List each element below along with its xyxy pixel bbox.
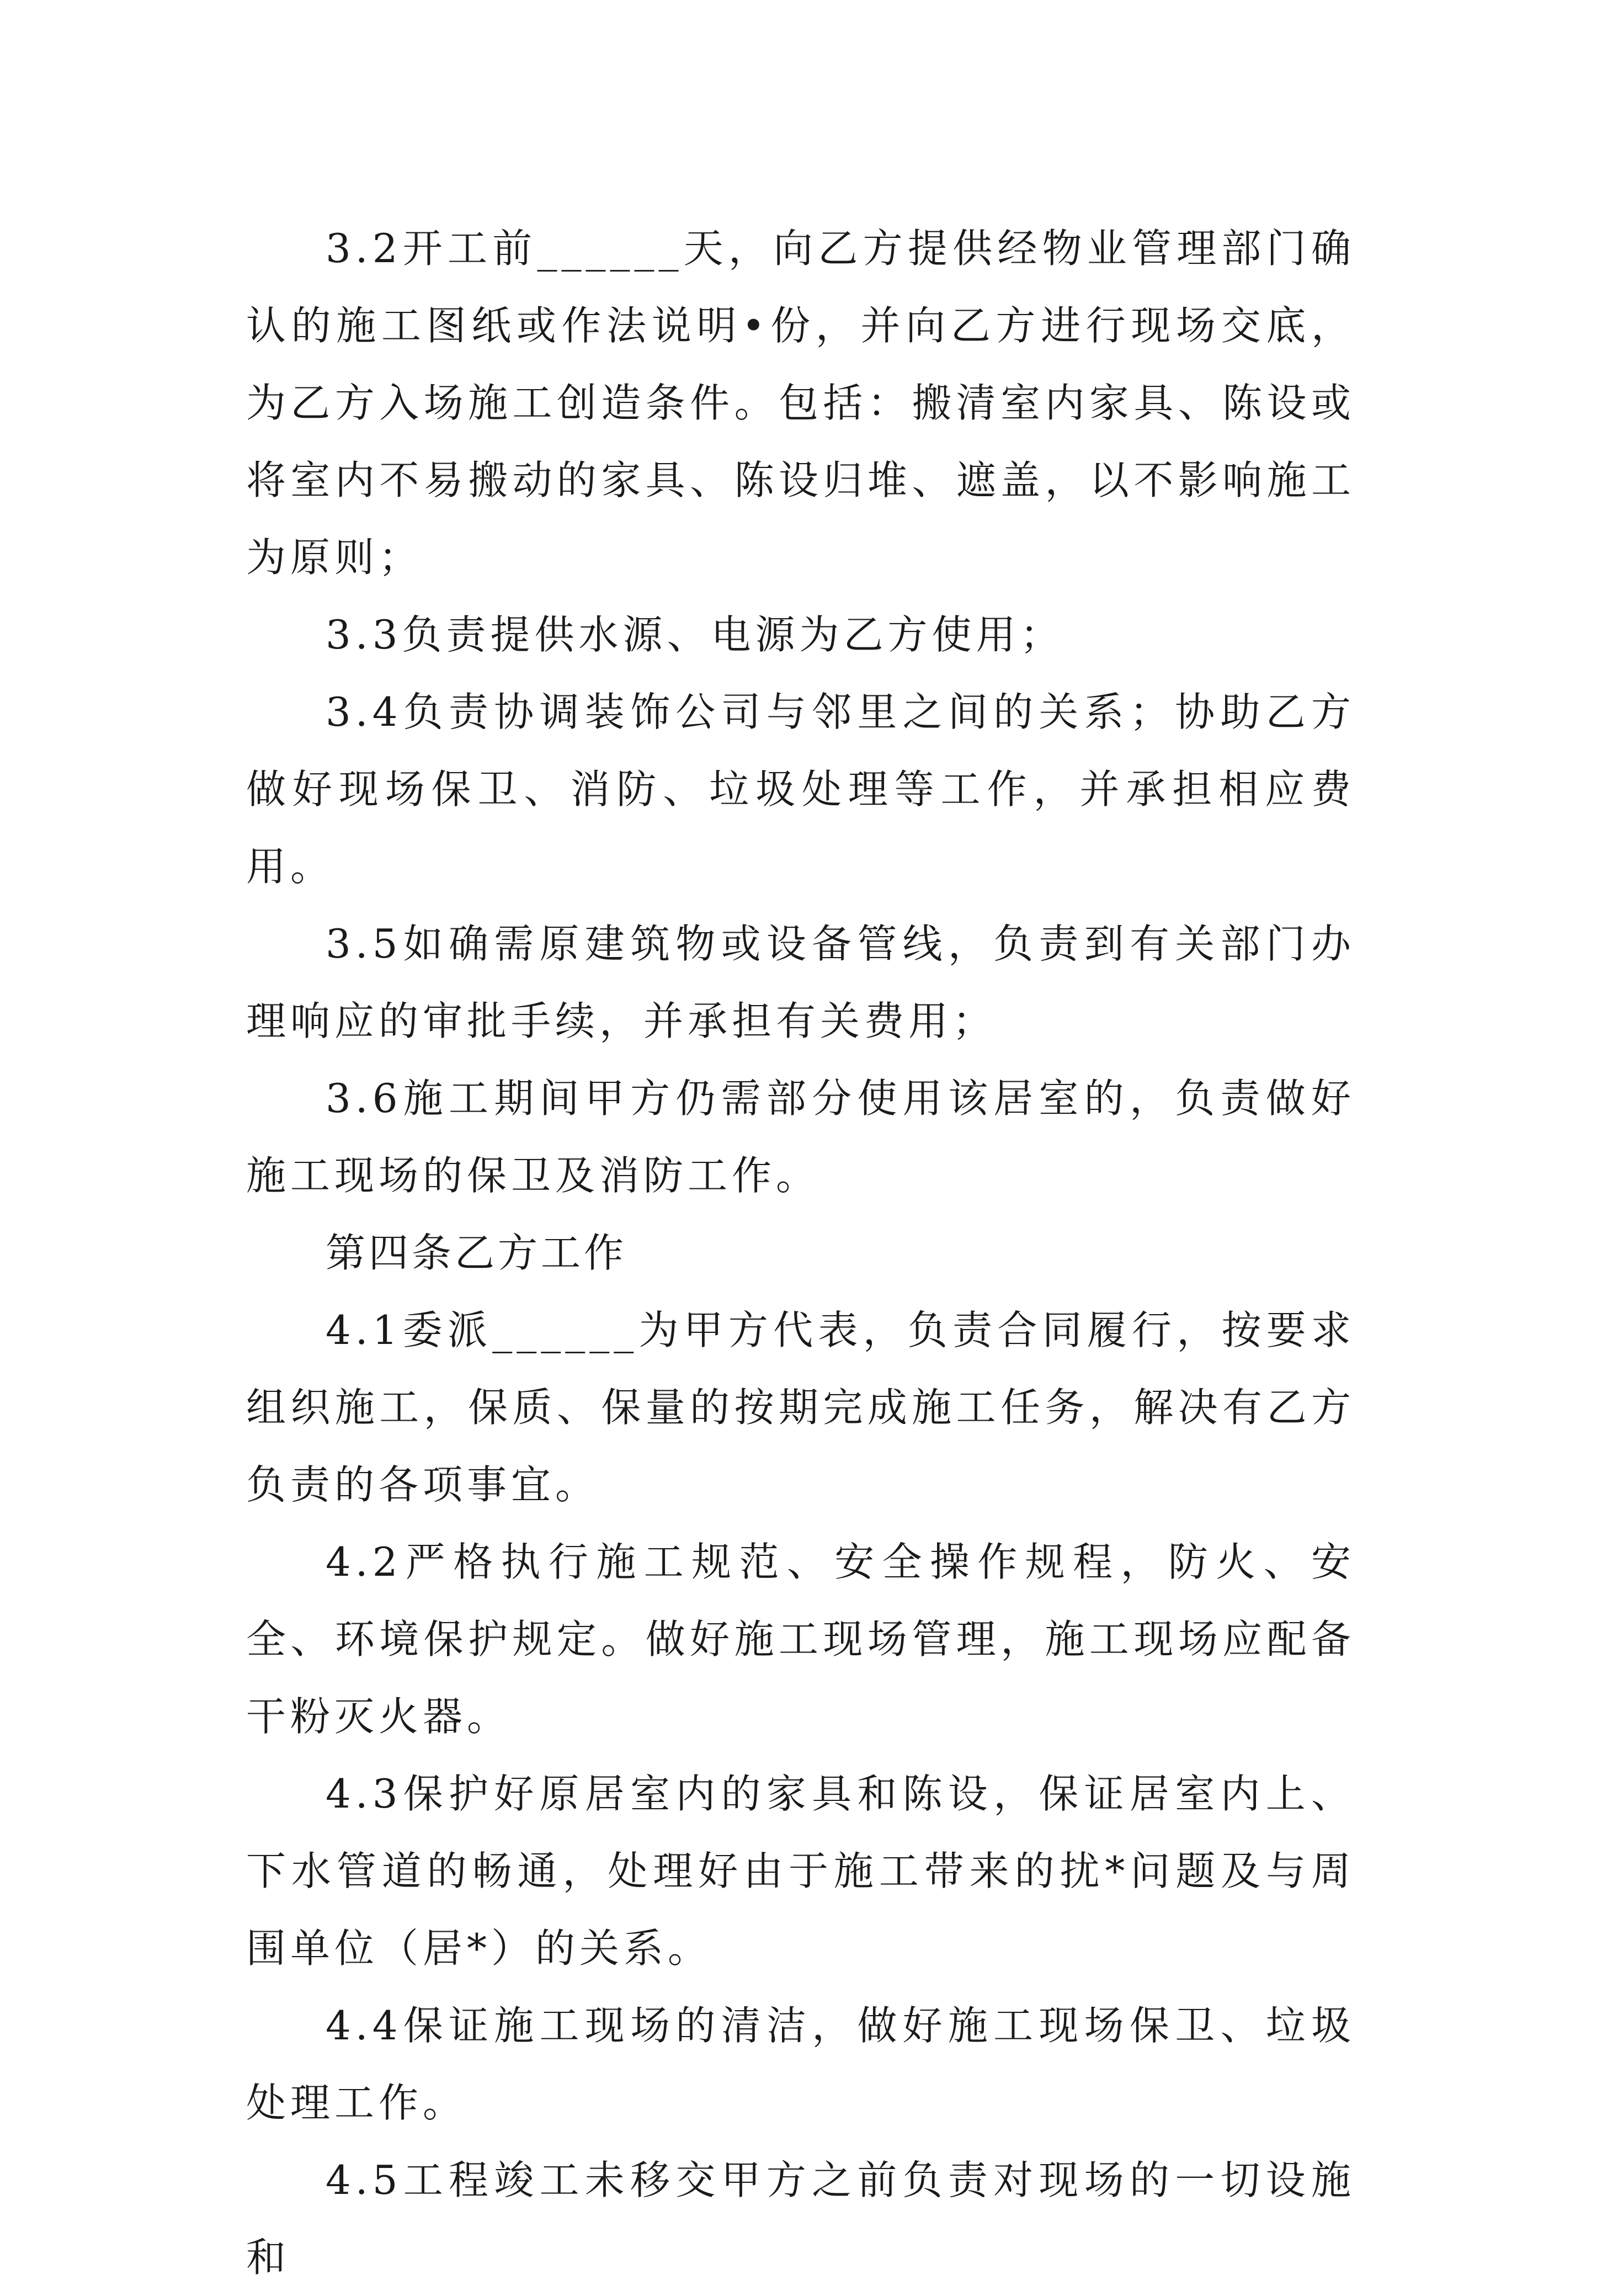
clause-3-4: 3.4负责协调装饰公司与邻里之间的关系；协助乙方做好现场保卫、消防、垃圾处理等工作，并承担相应费用。 (246, 689, 1355, 890)
clause-4-5: 4.5工程竣工未移交甲方之前负责对现场的一切设施和 (246, 2157, 1355, 2281)
clause-3-3: 3.3负责提供水源、电源为乙方使用； (326, 612, 1064, 658)
clause-4-3: 4.3保护好原居室内的家具和陈设，保证居室内上、下水管道的畅通，处理好由于施工带来的扰*问题及与周围单位（居*）的关系。 (246, 1771, 1355, 1971)
clause-4-1: 4.1委派______为甲方代表，负责合同履行，按要求组织施工，保质、保量的按期完成施工任务，解决有乙方负责的各项事宜。 (246, 1307, 1355, 1508)
document-body (246, 210, 1355, 2296)
section-heading-article-4: 第四条乙方工作 (326, 1230, 627, 1276)
clause-3-6: 3.6施工期间甲方仍需部分使用该居室的，负责做好施工现场的保卫及消防工作。 (246, 1075, 1355, 1199)
clause-3-5: 3.5如确需原建筑物或设备管线，负责到有关部门办理响应的审批手续，并承担有关费用； (246, 921, 1355, 1044)
clause-4-4: 4.4保证施工现场的清洁，做好施工现场保卫、垃圾处理工作。 (246, 2002, 1355, 2126)
clause-3-2: 3.2开工前______天，向乙方提供经物业管理部门确认的施工图纸或作法说明•份，并向乙方进行现场交底，为乙方入场施工创造条件。包括：搬清室内家具、陈设或将室内不易搬动的家具、陈设归堆、遮盖，以不影响施工为原则； (246, 225, 1355, 581)
clause-4-2: 4.2严格执行施工规范、安全操作规程，防火、安全、环境保护规定。做好施工现场管理，施工现场应配备干粉灭火器。 (246, 1539, 1355, 1740)
